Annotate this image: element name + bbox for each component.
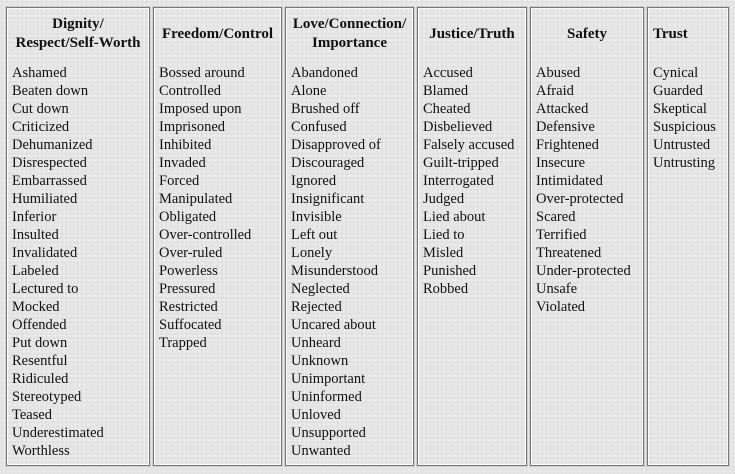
feeling-word: Unsafe [536,281,578,297]
feeling-word: Abused [536,65,581,81]
feeling-word: Pressured [159,281,216,297]
feeling-word: Brushed off [291,101,360,117]
feeling-word: Punished [423,263,477,279]
feeling-word: Lectured to [12,281,79,297]
feeling-word: Robbed [423,281,469,297]
feeling-word: Unloved [291,407,341,423]
feeling-word: Put down [12,335,68,351]
feeling-word: Falsely accused [423,137,515,153]
feeling-word: Ashamed [12,65,67,81]
column-list [291,64,411,460]
feeling-word: Teased [12,407,53,423]
feeling-word: Insecure [536,155,586,171]
column-freedom [153,7,282,466]
feeling-word: Unknown [291,353,349,369]
feeling-word: Terrified [536,227,587,243]
feeling-word: Judged [423,191,465,207]
column-list [423,64,524,298]
feeling-word: Powerless [159,263,218,279]
column-love [285,7,414,466]
column-trust [647,7,729,466]
feeling-word: Unimportant [291,371,366,387]
feeling-word: Threatened [536,245,602,261]
feeling-word: Mocked [12,299,60,315]
feeling-word: Confused [291,119,347,135]
column-list [536,64,641,316]
feeling-word: Disbelieved [423,119,493,135]
feeling-word: Misled [423,245,464,261]
feeling-word: Bossed around [159,65,245,81]
feeling-word: Over-controlled [159,227,252,243]
feeling-word: Dehumanized [12,137,93,153]
feeling-word: Untrusting [653,155,716,171]
feeling-word: Controlled [159,83,222,99]
feeling-word: Skeptical [653,101,707,117]
feeling-word: Accused [423,65,473,81]
column-list [653,64,726,172]
feeling-word: Invisible [291,209,342,225]
feeling-word: Invalidated [12,245,78,261]
feeling-word: Manipulated [159,191,233,207]
feeling-word: Offended [12,317,67,333]
feeling-word: Interrogated [423,173,494,189]
column-safety [530,7,644,466]
feeling-word: Rejected [291,299,342,315]
feeling-word: Suspicious [653,119,716,135]
feeling-word: Blamed [423,83,469,99]
feeling-word: Intimidated [536,173,603,189]
feeling-word: Discouraged [291,155,365,171]
feeling-word: Restricted [159,299,218,315]
feeling-word: Ignored [291,173,337,189]
feeling-word: Lonely [291,245,333,261]
feeling-word: Disapproved of [291,137,381,153]
column-header: Safety [567,25,607,42]
feeling-word: Suffocated [159,317,222,333]
feeling-word: Alone [291,83,327,99]
feeling-word: Lied to [423,227,465,243]
feeling-word: Over-ruled [159,245,223,261]
column-header: Freedom/Control [161,25,274,42]
feeling-word: Disrespected [12,155,87,171]
feeling-word: Cut down [12,101,69,117]
column-dignity [6,7,150,466]
feeling-word: Insulted [12,227,59,243]
feeling-word: Scared [536,209,576,225]
feeling-word: Cheated [423,101,471,117]
feeling-word: Abandoned [291,65,358,81]
feeling-word: Misunderstood [291,263,378,279]
column-list [159,64,279,352]
column-header: Justice/Truth [429,25,515,42]
feeling-word: Frightened [536,137,599,153]
feeling-word: Invaded [159,155,206,171]
feeling-word: Left out [291,227,338,243]
feeling-word: Cynical [653,65,699,81]
feeling-word: Obligated [159,209,217,225]
column-header: Dignity/ Respect/Self-Worth [15,16,141,51]
feeling-word: Embarrassed [12,173,87,189]
column-list [12,64,147,460]
feeling-word: Defensive [536,119,595,135]
feeling-word: Over-protected [536,191,624,207]
feeling-word: Worthless [12,443,70,459]
feeling-word: Inferior [12,209,57,225]
feeling-word: Afraid [536,83,574,99]
column-header: Trust [653,25,688,42]
column-justice [417,7,527,466]
feeling-word: Insignificant [291,191,365,207]
feeling-word: Inhibited [159,137,212,153]
feeling-word: Attacked [536,101,589,117]
feeling-word: Uninformed [291,389,362,405]
feeling-word: Untrusted [653,137,711,153]
feeling-word: Guarded [653,83,703,99]
feeling-word: Unwanted [291,443,351,459]
feeling-word: Humiliated [12,191,78,207]
feeling-word: Uncared about [291,317,376,333]
column-header: Love/Connection/ Importance [292,16,407,51]
feeling-word: Violated [536,299,586,315]
feeling-word: Under-protected [536,263,631,279]
feeling-word: Unsupported [291,425,366,441]
feeling-word: Labeled [12,263,59,279]
feeling-word: Trapped [159,335,207,351]
feeling-word: Neglected [291,281,350,297]
feeling-word: Beaten down [12,83,89,99]
feeling-word: Underestimated [12,425,104,441]
feeling-word: Imprisoned [159,119,226,135]
feeling-word: Lied about [423,209,486,225]
feeling-word: Imposed upon [159,101,242,117]
feeling-word: Resentful [12,353,68,369]
feeling-word: Ridiculed [12,371,69,387]
feeling-word: Stereotyped [12,389,82,405]
feeling-word: Unheard [291,335,341,351]
feeling-word: Forced [159,173,200,189]
feeling-word: Criticized [12,119,70,135]
feeling-word: Guilt-tripped [423,155,499,171]
